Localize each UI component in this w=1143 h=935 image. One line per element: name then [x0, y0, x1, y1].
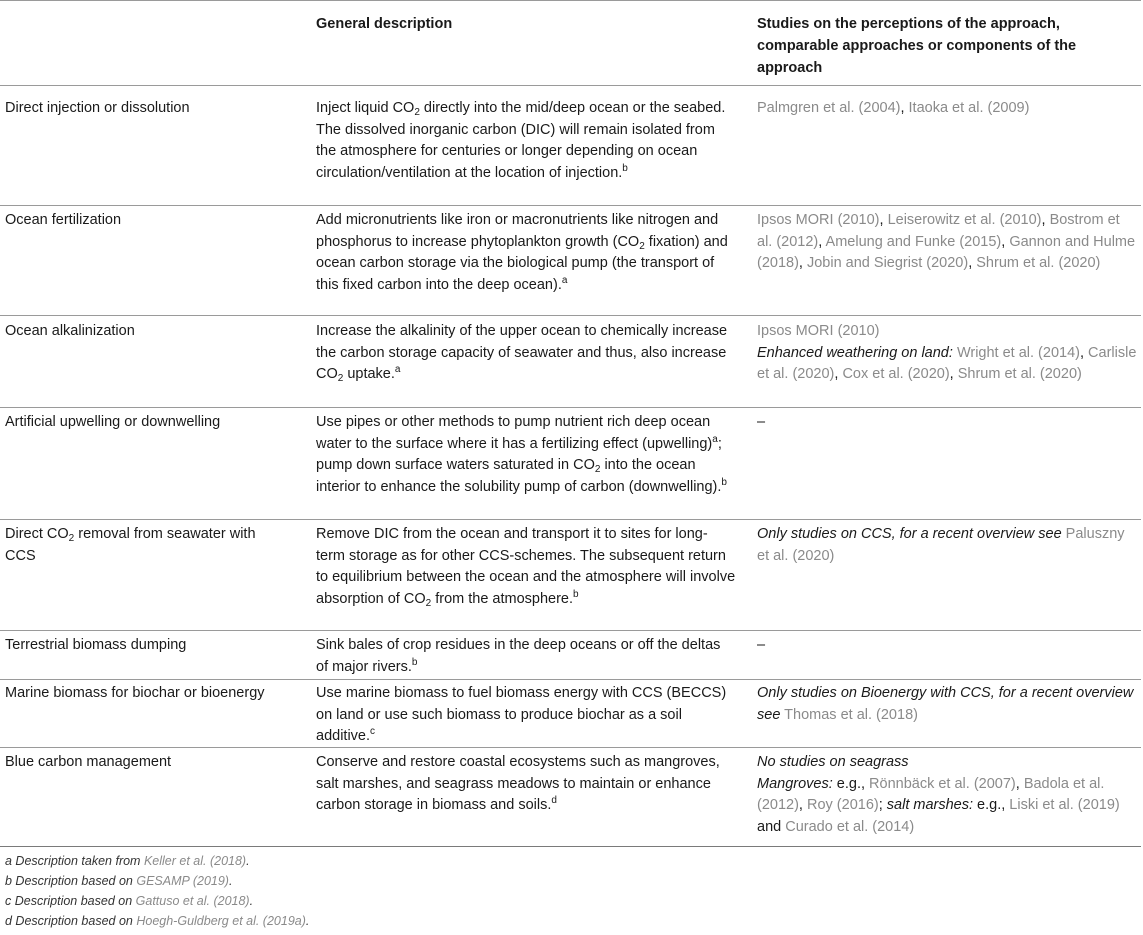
category-label: No studies on seagrass	[757, 754, 909, 770]
description-cell	[316, 683, 736, 748]
subscript: 2	[337, 373, 344, 385]
subscript: 2	[639, 240, 645, 252]
reference-link[interactable]: Bostrom et al. (2012)	[757, 212, 1120, 250]
text-run: ,	[1001, 233, 1010, 250]
text-run: .	[249, 894, 254, 908]
text-run: a Description taken from	[5, 854, 144, 868]
description-cell	[316, 321, 736, 386]
reference-link[interactable]: Itaoka et al. (2009)	[908, 100, 1030, 116]
studies-cell: –	[757, 637, 766, 653]
category-label: Mangroves:	[757, 775, 833, 792]
footnote-marker: a	[712, 433, 718, 445]
footnote	[5, 871, 232, 891]
text-run: removal from seawater with CCS	[5, 526, 256, 564]
reference-link[interactable]: Curado et al. (2014)	[785, 818, 915, 835]
subscript: 2	[425, 597, 432, 609]
table-bottom-rule	[0, 846, 1141, 847]
reference-link[interactable]: Gannon and Hulme (2018)	[757, 233, 1136, 272]
description-cell	[316, 412, 736, 498]
reference-link[interactable]: Palmgren et al. (2004)	[757, 100, 901, 116]
footnote-marker: d	[551, 795, 557, 807]
description-cell	[316, 635, 736, 678]
reference-link[interactable]: Ipsos MORI (2010)	[757, 323, 880, 339]
approach-cell: Terrestrial biomass dumping	[5, 637, 187, 653]
footnote-marker: b	[573, 588, 579, 600]
approach-cell: Ocean fertilization	[5, 212, 122, 228]
category-label: Only studies on Bioenergy with CCS, for a recent overview see	[757, 685, 1134, 723]
text-run: Sink bales of crop residues in the deep oceans or off the deltas of major rivers.	[316, 637, 721, 675]
text-run: Add micronutrients like iron or macronutrients like nitrogen and phosphorus to increase phytoplankton growth (CO	[316, 212, 719, 250]
text-run: ,	[900, 100, 909, 116]
text-run: ; pump down surface waters saturated in CO	[316, 435, 722, 474]
text-run: ,	[1079, 344, 1089, 361]
text-run: Inject liquid CO	[316, 100, 415, 116]
text-run: b Description based on	[5, 874, 137, 888]
text-run: and	[757, 818, 786, 835]
text-run: d Description based on	[5, 914, 137, 928]
text-run: e.g.,	[832, 775, 870, 792]
text-run: Use pipes or other methods to pump nutrient rich deep ocean water to the surface where it has a fertilizing effect (upwelling)	[316, 414, 713, 452]
text-run: ,	[1041, 212, 1050, 228]
text-run: .	[305, 914, 310, 928]
text-run: ,	[968, 255, 977, 272]
reference-link[interactable]: Cox et al. (2020)	[842, 366, 950, 383]
text-run: e.g.,	[973, 797, 1010, 814]
header-rule	[0, 85, 1141, 86]
description-cell	[316, 210, 736, 296]
row-rule	[0, 747, 1141, 748]
subscript: 2	[414, 107, 420, 118]
approach-cell: Artificial upwelling or downwelling	[5, 414, 221, 430]
header-general-description: General description	[316, 16, 453, 32]
reference-link[interactable]: Paluszny et al. (2020)	[757, 526, 1125, 564]
category-label: Only studies on CCS, for a recent overview see	[757, 526, 1062, 542]
text-run: ,	[834, 366, 843, 383]
reference-link[interactable]: Liski et al. (2019)	[1009, 797, 1120, 814]
reference-link[interactable]: Shrum et al. (2020)	[976, 255, 1101, 272]
text-run: from the atmosphere.	[431, 590, 574, 607]
footnote-marker: a	[561, 274, 568, 286]
text-run: .	[246, 854, 250, 868]
footnote	[5, 891, 253, 911]
table-top-rule	[0, 0, 1141, 1]
reference-link[interactable]: Badola et al. (2012)	[757, 775, 1105, 814]
studies-cell	[757, 210, 1137, 275]
approach-cell: Ocean alkalinization	[5, 323, 135, 339]
text-run: ,	[818, 233, 826, 250]
text-run: directly into the mid/deep ocean or the seabed. The dissolved inorganic carbon (DIC) will remain isolated from the atmosphere for centuries or longer depending on ocean circulation/ventilation at the location of injection.	[316, 100, 726, 181]
footnote-marker: c	[370, 726, 376, 738]
reference-link[interactable]: Roy (2016)	[806, 797, 879, 814]
footnote	[5, 911, 309, 931]
studies-cell: –	[757, 414, 766, 430]
text-run: Increase the alkalinity of the upper ocean to chemically increase the carbon storage capacity of seawater and thus, also increase CO	[316, 323, 728, 383]
footnote-marker: a	[394, 364, 401, 376]
category-label: salt marshes:	[886, 797, 974, 814]
subscript: 2	[594, 464, 601, 476]
row-rule	[0, 679, 1141, 680]
footnote-marker: b	[721, 476, 727, 488]
reference-link[interactable]: Wright et al. (2014)	[956, 344, 1080, 361]
text-run: Remove DIC from the ocean and transport it to sites for long-term storage as for other CCS-schemes. The subsequent return to equilibrium between the ocean and the atmosphere will involve absorption of CO	[316, 526, 736, 607]
description-cell	[316, 98, 736, 184]
header-studies: Studies on the perceptions of the approach, comparable approaches or components of the approach	[757, 16, 1077, 76]
reference-link[interactable]: Shrum et al. (2020)	[957, 366, 1082, 383]
reference-link[interactable]: Hoegh-Guldberg et al. (2019a)	[136, 914, 306, 928]
reference-link[interactable]: Ipsos MORI (2010)	[757, 212, 880, 228]
studies-cell	[757, 683, 1137, 726]
text-run: ,	[879, 212, 888, 228]
reference-link[interactable]: Jobin and Siegrist (2020)	[806, 255, 969, 272]
text-run: ,	[798, 797, 807, 814]
studies-cell	[757, 524, 1137, 567]
studies-cell	[757, 752, 1137, 838]
approach-cell: Blue carbon management	[5, 754, 172, 770]
reference-link[interactable]: Rönnbäck et al. (2007)	[869, 775, 1016, 792]
row-rule	[0, 205, 1141, 206]
row-rule	[0, 519, 1141, 520]
row-rule	[0, 630, 1141, 631]
text-run: Use marine biomass to fuel biomass energy with CCS (BECCS) on land or use such biomass to produce biochar as a soil additive.	[316, 685, 727, 745]
text-run: into the ocean interior to enhance the solubility pump of carbon (downwelling).	[316, 457, 722, 495]
approach-cell: Direct injection or dissolution	[5, 100, 190, 116]
text-run: fixation) and ocean carbon storage via the biological pump (the transport of this fixed carbon into the deep ocean).	[316, 233, 728, 293]
text-run: c Description based on	[5, 894, 136, 908]
reference-link[interactable]: Carlisle et al. (2020)	[757, 344, 1137, 383]
text-run: Direct CO	[5, 526, 69, 542]
text-run: ;	[878, 797, 887, 814]
reference-link[interactable]: Gattuso et al. (2018)	[135, 894, 250, 908]
reference-link[interactable]: Keller et al. (2018)	[143, 854, 247, 868]
category-label: Enhanced weathering on land:	[757, 344, 953, 361]
row-rule	[0, 315, 1141, 316]
text-run: Conserve and restore coastal ecosystems such as mangroves, salt marshes, and seagrass meadows to maintain or enhance carbon storage in biomass and soils.	[316, 754, 720, 814]
description-cell	[316, 752, 736, 817]
subscript: 2	[68, 533, 75, 544]
studies-cell	[757, 98, 1137, 120]
text-run: uptake.	[343, 366, 395, 383]
approach-cell	[5, 524, 285, 567]
reference-link[interactable]: Leiserowitz et al. (2010)	[887, 212, 1042, 228]
reference-link[interactable]: Amelung and Funke (2015)	[825, 233, 1002, 250]
text-run: ,	[1015, 775, 1024, 792]
text-run: ,	[798, 255, 807, 272]
reference-link[interactable]: GESAMP (2019)	[136, 874, 229, 888]
footnote-marker: b	[622, 162, 628, 174]
row-rule	[0, 407, 1141, 408]
reference-link[interactable]: Thomas et al. (2018)	[784, 706, 918, 723]
description-cell	[316, 524, 736, 610]
studies-cell	[757, 321, 1137, 386]
footnote-marker: b	[411, 656, 418, 668]
footnote	[5, 851, 250, 871]
text-run: ,	[949, 366, 958, 383]
text-run: .	[228, 874, 233, 888]
approach-cell: Marine biomass for biochar or bioenergy	[5, 685, 265, 701]
